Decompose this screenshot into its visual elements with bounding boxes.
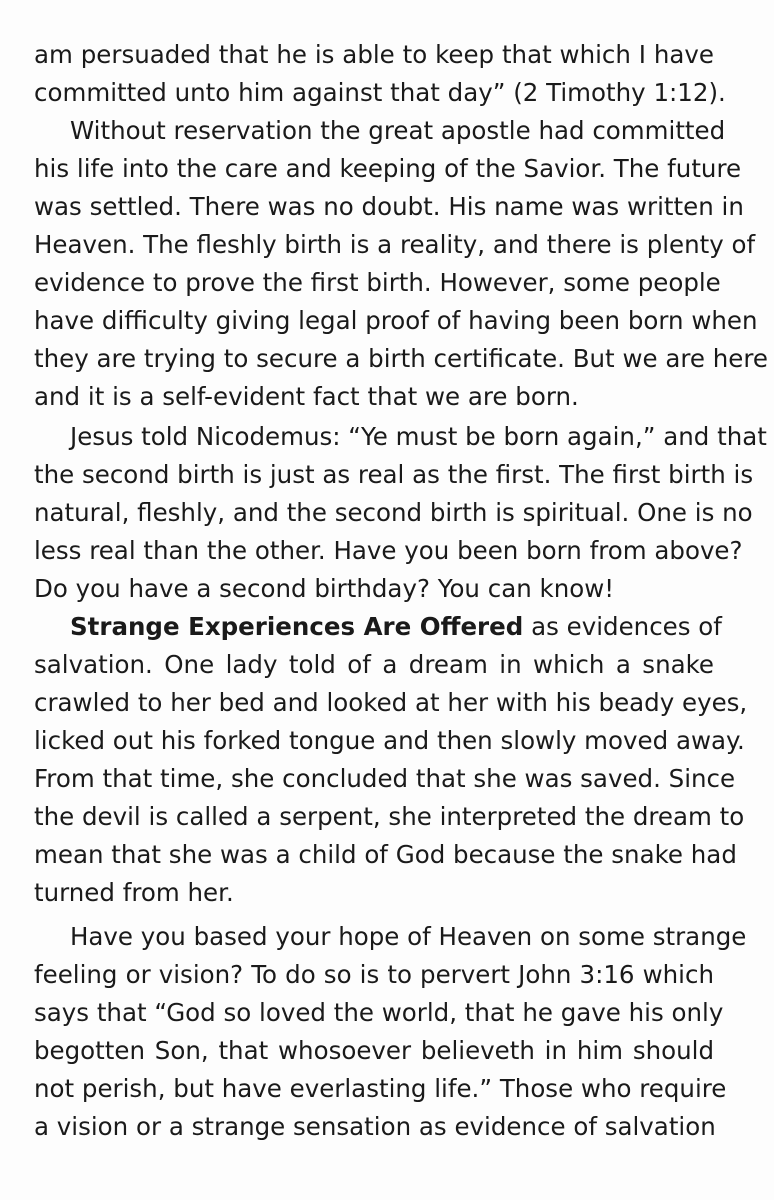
text-line: have difficulty giving legal proof of having been born when [34, 306, 758, 335]
text-line: evidence to prove the first birth. However, some people [34, 268, 721, 297]
text-line: a vision or a strange sensation as evidence of salvation [34, 1112, 716, 1141]
run-in-heading: Strange Experiences Are Offered [70, 612, 524, 641]
text-line: natural, fleshly, and the second birth is spiritual. One is no [34, 498, 753, 527]
text-line: feeling or vision? To do so is to pervert John 3:16 which [34, 960, 714, 989]
text-line: turned from her. [34, 878, 234, 907]
text-line: am persuaded that he is able to keep that which I have [34, 40, 714, 69]
text-line: Heaven. The fleshly birth is a reality, and there is plenty of [34, 230, 756, 259]
text-line [70, 608, 722, 646]
text-line: mean that she was a child of God because the snake had [34, 840, 737, 869]
text-line: his life into the care and keeping of the Savior. The future [34, 154, 742, 183]
text-line: the second birth is just as real as the first. The first birth is [34, 460, 754, 489]
text-line: Jesus told Nicodemus: “Ye must be born again,” and that [70, 422, 767, 451]
text-line: was settled. There was no doubt. His name was written in [34, 192, 744, 221]
text-line: and it is a self-evident fact that we are born. [34, 382, 579, 411]
text-line: says that “God so loved the world, that he gave his only [34, 998, 724, 1027]
text-line: committed unto him against that day” (2 Timothy 1:12). [34, 78, 726, 107]
text-line: Have you based your hope of Heaven on some strange [70, 922, 747, 951]
text-line: they are trying to secure a birth certificate. But we are here [34, 344, 768, 373]
text-line: salvation. One lady told of a dream in which a snake [34, 650, 714, 679]
heading-continuation: as evidences of [523, 612, 722, 641]
text-line: less real than the other. Have you been born from above? [34, 536, 743, 565]
text-line: the devil is called a serpent, she interpreted the dream to [34, 802, 745, 831]
text-line: Without reservation the great apostle had committed [70, 116, 726, 145]
text-line: not perish, but have everlasting life.” Those who require [34, 1074, 727, 1103]
text-line: crawled to her bed and looked at her with his beady eyes, [34, 688, 748, 717]
text-line: From that time, she concluded that she was saved. Since [34, 764, 736, 793]
text-line: licked out his forked tongue and then slowly moved away. [34, 726, 745, 755]
text-line: Do you have a second birthday? You can know! [34, 574, 615, 603]
text-line: begotten Son, that whosoever believeth in him should [34, 1036, 714, 1065]
